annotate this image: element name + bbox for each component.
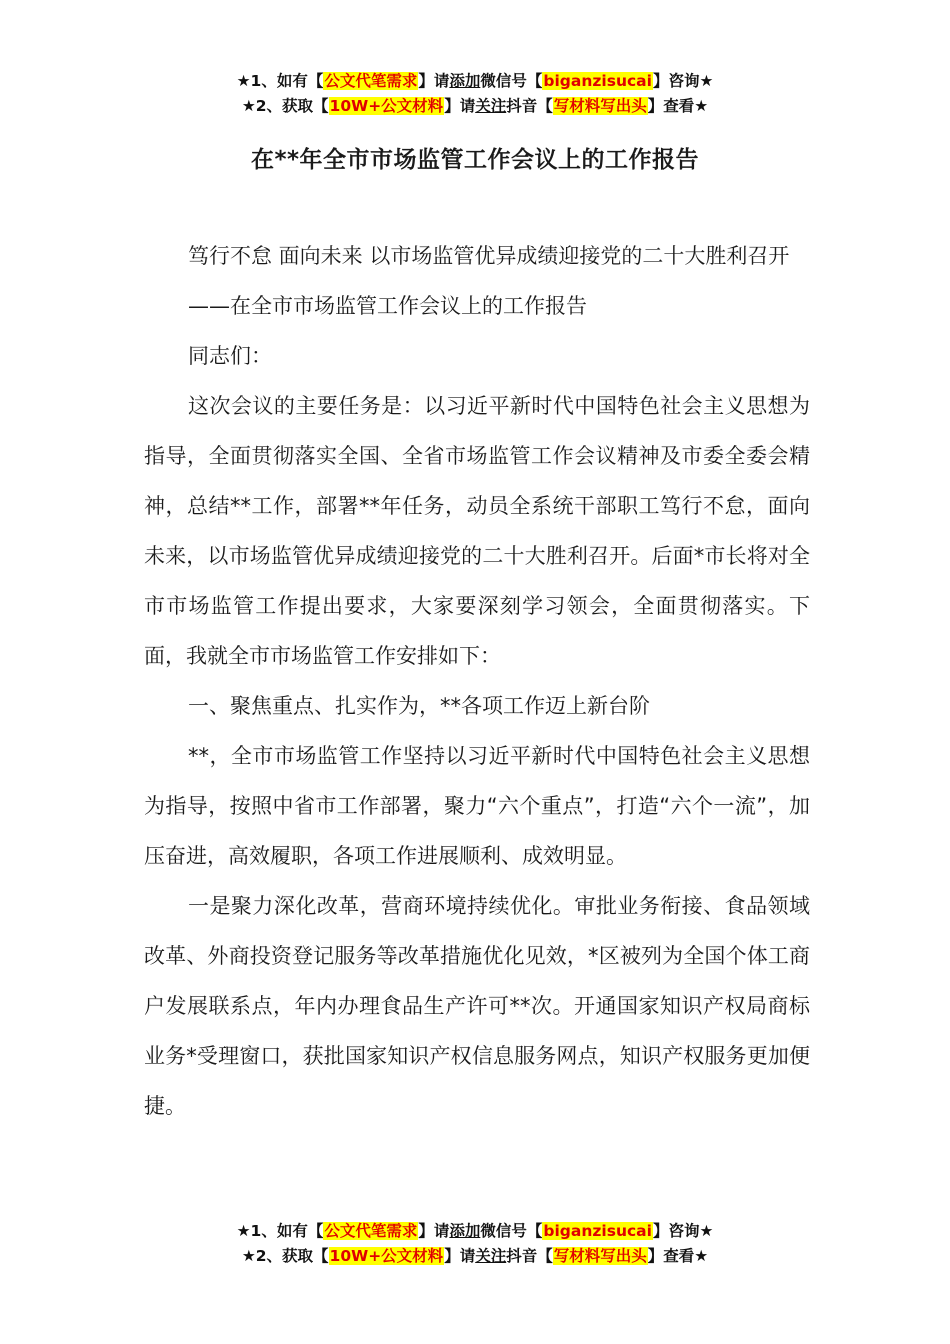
highlight-wechat-id: biganzisucai	[543, 72, 652, 90]
highlight-douyin-id: 写材料写出头	[553, 1247, 647, 1265]
promo-line-2: ★2、获取【10W+公文材料】请关注抖音【写材料写出头】查看★	[241, 1247, 709, 1265]
document-body	[144, 231, 810, 1131]
promo-line-2: ★2、获取【10W+公文材料】请关注抖音【写材料写出头】查看★	[241, 97, 709, 115]
promo-banner-bottom	[0, 1219, 950, 1269]
paragraph-intro: 这次会议的主要任务是：以习近平新时代中国特色社会主义思想为指导，全面贯彻落实全国、全省市场监管工作会议精神及市委全委会精神，总结**工作，部署**年任务，动员全系统干部职工笃行不怠，面向未来，以市场监管优异成绩迎接党的二十大胜利召开。后面*市长将对全市市场监管工作提出要求，大家要深刻学习领会，全面贯彻落实。下面，我就全市市场监管工作安排如下：	[144, 394, 810, 668]
paragraph-reform: 一是聚力深化改革，营商环境持续优化。审批业务衔接、食品领域改革、外商投资登记服务等改革措施优化见效，*区被列为全国个体工商户发展联系点，年内办理食品生产许可**次。开通国家知识产权局商标业务*受理窗口，获批国家知识产权信息服务网点，知识产权服务更加便捷。	[144, 894, 810, 1118]
highlight-douyin-id: 写材料写出头	[553, 97, 647, 115]
document-title: 在**年全市市场监管工作会议上的工作报告	[250, 147, 700, 173]
section-heading-1: 一、聚焦重点、扎实作为，**各项工作迈上新台阶	[188, 694, 650, 718]
subtitle-heading: 笃行不怠 面向未来 以市场监管优异成绩迎接党的二十大胜利召开	[188, 244, 790, 268]
subtitle-byline: ——在全市市场监管工作会议上的工作报告	[188, 294, 587, 318]
promo-banner-top	[0, 69, 950, 119]
salutation: 同志们：	[188, 344, 272, 368]
highlight-service: 公文代笔需求	[324, 1222, 418, 1240]
highlight-materials: 10W+公文材料	[329, 97, 444, 115]
paragraph-summary: **，全市市场监管工作坚持以习近平新时代中国特色社会主义思想为指导，按照中省市工作部署，聚力“六个重点”，打造“六个一流”，加压奋进，高效履职，各项工作进展顺利、成效明显。	[144, 744, 810, 868]
highlight-wechat-id: biganzisucai	[543, 1222, 652, 1240]
highlight-materials: 10W+公文材料	[329, 1247, 444, 1265]
promo-line-1: ★1、如有【公文代笔需求】请添加微信号【biganzisucai】咨询★	[236, 72, 714, 90]
highlight-service: 公文代笔需求	[324, 72, 418, 90]
promo-line-1: ★1、如有【公文代笔需求】请添加微信号【biganzisucai】咨询★	[236, 1222, 714, 1240]
